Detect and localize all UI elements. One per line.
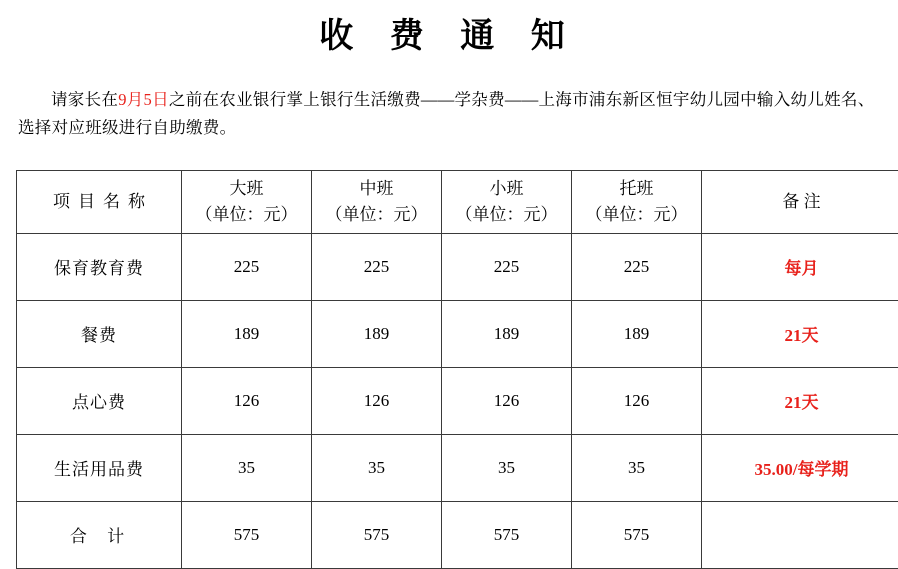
header-tuoban-label: 托班	[576, 176, 697, 202]
cell-shenghuo-zhongban: 35	[312, 434, 442, 501]
intro-paragraph	[16, 84, 882, 154]
cell-canfei-note: 21天	[702, 300, 898, 367]
table-row	[17, 233, 898, 300]
table-row	[17, 501, 898, 568]
header-cell-tuoban	[572, 170, 702, 233]
fee-table	[16, 170, 898, 569]
cell-shenghuo-note: 35.00/每学期	[702, 434, 898, 501]
cell-dianxin-note: 21天	[702, 367, 898, 434]
header-item-label: 项目名称	[21, 189, 177, 215]
cell-total-daban: 575	[182, 501, 312, 568]
cell-baoyu-xiaoban: 225	[442, 233, 572, 300]
header-note-label: 备 注	[706, 189, 897, 215]
header-cell-item	[17, 170, 182, 233]
cell-baoyu-daban: 225	[182, 233, 312, 300]
header-xiaoban-unit: （单位：元）	[446, 202, 567, 228]
cell-canfei-zhongban: 189	[312, 300, 442, 367]
header-cell-note	[702, 170, 898, 233]
page-title: 收 费 通 知	[16, 0, 882, 67]
cell-baoyu-zhongban: 225	[312, 233, 442, 300]
row-label-total: 合 计	[17, 501, 182, 568]
cell-shenghuo-xiaoban: 35	[442, 434, 572, 501]
cell-canfei-daban: 189	[182, 300, 312, 367]
cell-total-tuoban: 575	[572, 501, 702, 568]
row-label-canfei: 餐费	[17, 300, 182, 367]
cell-canfei-xiaoban: 189	[442, 300, 572, 367]
header-daban-unit: （单位：元）	[186, 202, 307, 228]
cell-total-zhongban: 575	[312, 501, 442, 568]
table-row	[17, 300, 898, 367]
header-cell-xiaoban	[442, 170, 572, 233]
cell-canfei-tuoban: 189	[572, 300, 702, 367]
cell-dianxin-tuoban: 126	[572, 367, 702, 434]
header-zhongban-label: 中班	[316, 176, 437, 202]
cell-baoyu-tuoban: 225	[572, 233, 702, 300]
cell-baoyu-note: 每月	[702, 233, 898, 300]
header-cell-zhongban	[312, 170, 442, 233]
table-row	[17, 434, 898, 501]
cell-total-note	[702, 501, 898, 568]
header-xiaoban-label: 小班	[446, 176, 567, 202]
header-zhongban-unit: （单位：元）	[316, 202, 437, 228]
header-cell-daban	[182, 170, 312, 233]
cell-total-xiaoban: 575	[442, 501, 572, 568]
intro-date-highlight: 9月5日	[118, 90, 169, 109]
row-label-baoyu: 保育教育费	[17, 233, 182, 300]
cell-dianxin-zhongban: 126	[312, 367, 442, 434]
table-row	[17, 367, 898, 434]
cell-dianxin-xiaoban: 126	[442, 367, 572, 434]
cell-shenghuo-daban: 35	[182, 434, 312, 501]
row-label-dianxin: 点心费	[17, 367, 182, 434]
cell-dianxin-daban: 126	[182, 367, 312, 434]
cell-shenghuo-tuoban: 35	[572, 434, 702, 501]
intro-suffix: 之前在农业银行掌上银行生活缴费——学杂费——上海市浦东新区恒宇幼儿园中输入幼儿姓名、选择对应班级进行自助缴费。	[18, 90, 875, 138]
table-header-row	[17, 170, 898, 233]
header-daban-label: 大班	[186, 176, 307, 202]
header-tuoban-unit: （单位：元）	[576, 202, 697, 228]
intro-prefix: 请家长在	[51, 90, 118, 109]
row-label-shenghuo: 生活用品费	[17, 434, 182, 501]
